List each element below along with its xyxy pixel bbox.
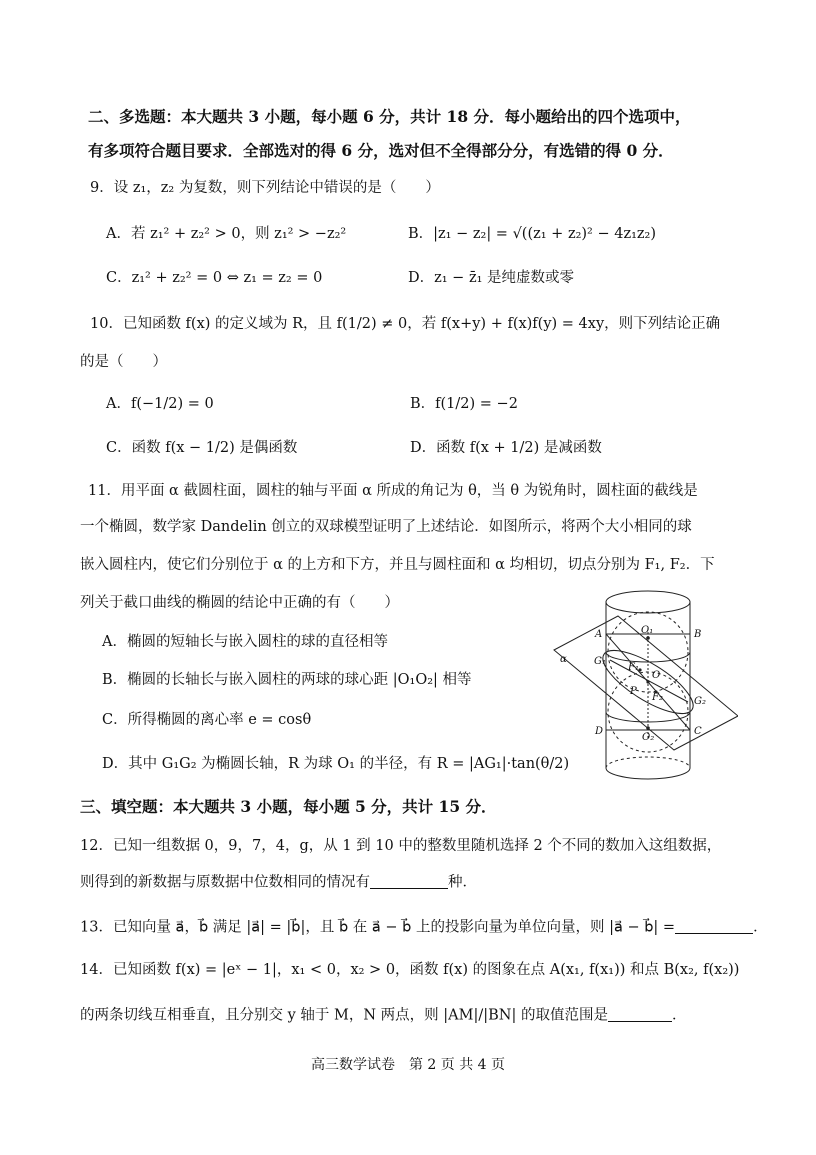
q11-option-d: D．其中 G₁G₂ 为椭圆长轴，R 为球 O₁ 的半径，有 R = |AG₁|·tan(θ/2)	[102, 756, 570, 772]
label-o1: O₁	[641, 625, 654, 636]
q9-option-c: C．z₁² + z₂² = 0 ⇔ z₁ = z₂ = 0	[106, 270, 323, 286]
label-g2: G₂	[694, 696, 706, 707]
q12-line2-end: 种．	[448, 874, 477, 891]
q14-line2-text: 的两条切线互相垂直，且分别交 y 轴于 M，N 两点，则 |AM|/|BN| 的取值范围是	[80, 1007, 608, 1024]
point-o1	[646, 636, 650, 640]
q14-line2	[80, 1006, 686, 1025]
q13-line	[80, 918, 768, 937]
q11-option-b: B．椭圆的长轴长与嵌入圆柱的两球的球心距 |O₁O₂| 相等	[102, 672, 472, 688]
label-b: B	[694, 629, 702, 640]
q14-line1: 14．已知函数 f(x) = |eˣ − 1|，x₁ < 0，x₂ > 0，函数 f(x) 的图象在点 A(x₁, f(x₁)) 和点 B(x₂, f(x₂))	[80, 962, 740, 978]
point-o	[646, 680, 649, 683]
q11-stem-line2: 一个椭圆，数学家 Dandelin 创立的双球模型证明了上述结论．如图所示，将两个大小相同的球	[80, 519, 692, 535]
section2-heading-line2: 有多项符合题目要求．全部选对的得 6 分，选对但不全得部分分，有选错的得 0 分．	[88, 141, 674, 160]
q13-end: ．	[753, 919, 768, 936]
q14-answer-blank	[608, 1006, 672, 1022]
label-o2: O₂	[642, 732, 655, 743]
label-alpha: α	[560, 654, 567, 665]
label-f2: F₂	[652, 692, 663, 703]
label-f1: F₁	[628, 662, 639, 673]
q12-line2-text: 则得到的新数据与原数据中位数相同的情况有	[80, 874, 370, 891]
point-o2	[646, 726, 650, 730]
cylinder-top-ellipse	[606, 591, 690, 613]
q9-option-b: B．|z₁ − z₂| = √((z₁ + z₂)² − 4z₁z₂)	[408, 226, 657, 242]
q10-option-a: A．f(−1/2) = 0	[106, 396, 214, 412]
label-o: O	[652, 670, 661, 681]
q10-option-d: D．函数 f(x + 1/2) 是减函数	[410, 440, 602, 456]
label-d: D	[595, 726, 604, 737]
q12-line1: 12．已知一组数据 0，9，7，4，g，从 1 到 10 中的整数里随机选择 2 个不同的数加入这组数据，	[80, 838, 722, 854]
label-c: C	[694, 726, 702, 737]
q13-text: 13．已知向量 a⃗，b⃗ 满足 |a⃗| = |b⃗|，且 b⃗ 在 a⃗ − b⃗ 上的投影向量为单位向量，则 |a⃗ − b⃗| =	[80, 919, 676, 936]
q9-stem: 9．设 z₁，z₂ 为复数，则下列结论中错误的是（ ）	[90, 180, 440, 196]
q11-option-c: C．所得椭圆的离心率 e = cosθ	[102, 712, 312, 728]
q11-stem-line3: 嵌入圆柱内，使它们分别位于 α 的上方和下方，并且与圆柱面和 α 均相切，切点分别为 F₁, F₂．下	[80, 557, 715, 573]
q11-stem-line4: 列关于截口曲线的椭圆的结论中正确的有（ ）	[80, 595, 399, 611]
dandelin-spheres-figure	[548, 588, 738, 788]
q13-answer-blank	[675, 918, 753, 934]
label-g1: G₁	[594, 656, 606, 667]
q10-stem-line2: 的是（ ）	[80, 354, 167, 370]
q12-answer-blank	[370, 873, 448, 889]
label-a: A	[595, 629, 603, 640]
q10-stem-line1: 10．已知函数 f(x) 的定义域为 R，且 f(1/2) ≠ 0，若 f(x+y) + f(x)f(y) = 4xy，则下列结论正确	[90, 316, 721, 332]
label-p: P	[630, 686, 637, 697]
q9-option-d: D．z₁ − z̄₁ 是纯虚数或零	[408, 270, 575, 286]
page-footer: 高三数学试卷 第 2 页 共 4 页	[310, 1057, 506, 1073]
cylinder-bottom-front	[606, 768, 690, 779]
section2-heading-line1: 二、多选题：本大题共 3 小题，每小题 6 分，共计 18 分．每小题给出的四个选项中，	[88, 107, 691, 126]
q11-stem-line1: 11．用平面 α 截圆柱面，圆柱的轴与平面 α 所成的角记为 θ，当 θ 为锐角时，圆柱面的截线是	[88, 483, 698, 499]
q9-option-a: A．若 z₁² + z₂² > 0，则 z₁² > −z₂²	[106, 226, 347, 242]
q10-option-b: B．f(1/2) = −2	[410, 396, 518, 412]
q10-option-c: C．函数 f(x − 1/2) 是偶函数	[106, 440, 298, 456]
q14-line2-end: ．	[671, 1007, 687, 1024]
cylinder-bottom-back	[606, 757, 690, 768]
q11-option-a: A．椭圆的短轴长与嵌入圆柱的球的直径相等	[102, 634, 388, 650]
section3-heading: 三、填空题：本大题共 3 小题，每小题 5 分，共计 15 分．	[80, 797, 497, 816]
q12-line2	[80, 873, 477, 892]
